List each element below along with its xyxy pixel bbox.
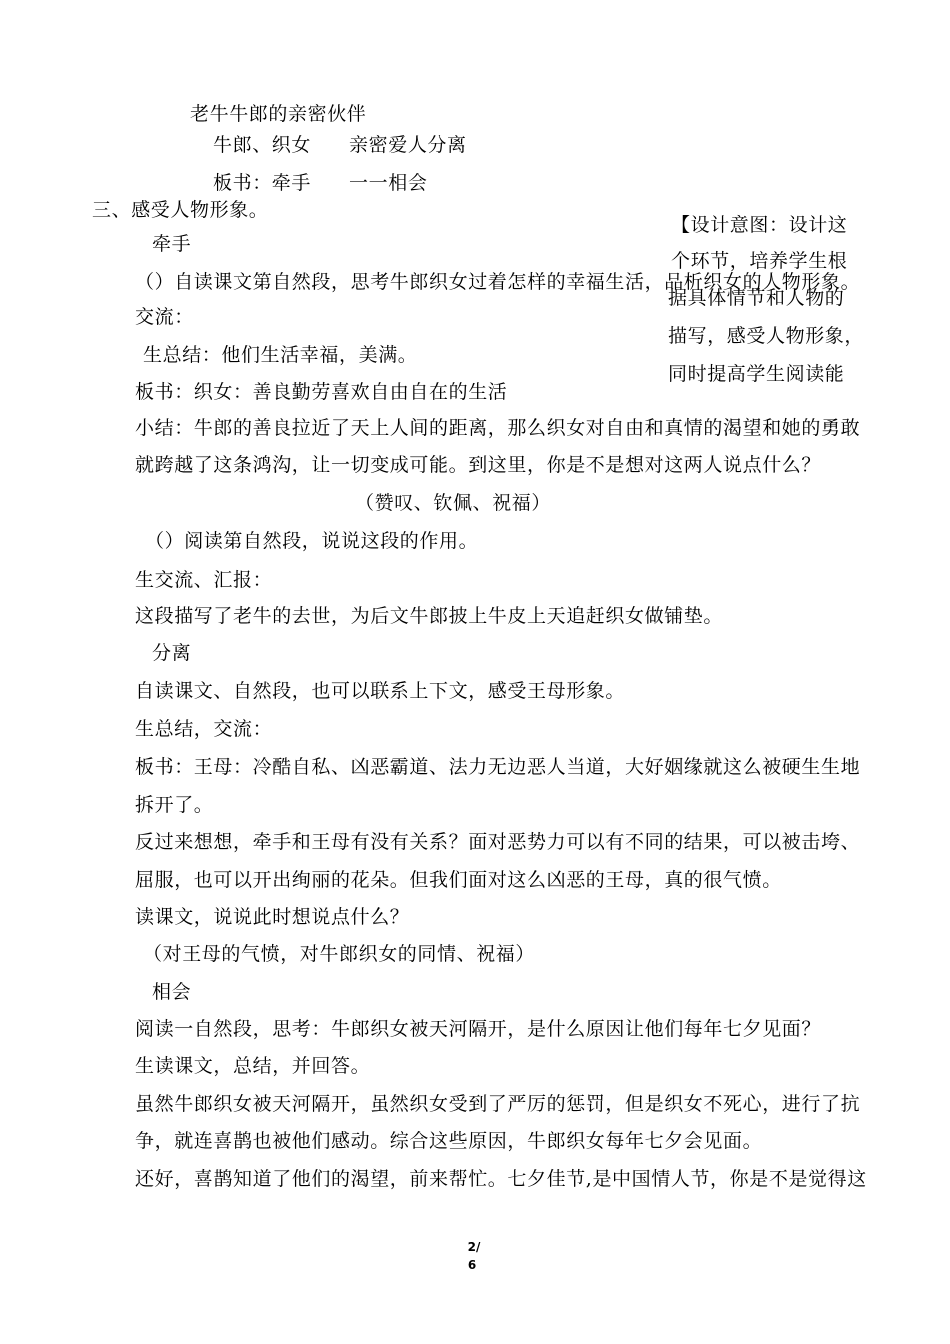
text-line: （对王母的气愤，对牛郎织女的同情、祝福）	[143, 943, 536, 965]
text-line: 交流：	[135, 306, 194, 328]
note-line: 【设计意图：设计这	[671, 214, 848, 236]
subheading: 相会	[152, 981, 192, 1003]
board-item: 亲密爱人分离	[349, 134, 467, 156]
text-line: 生总结，交流：	[135, 718, 273, 740]
text-line	[213, 133, 467, 157]
text-line: 板书：织女：善良勤劳喜欢自由自在的生活	[135, 381, 508, 403]
text-line: 还好，喜鹊知道了他们的渴望，前来帮忙。七夕佳节,是中国情人节，你是不是觉得这	[135, 1168, 867, 1190]
subheading: 牵手	[152, 233, 192, 255]
board-item: 一一相会	[349, 172, 428, 194]
text-line: 屈服，也可以开出绚丽的花朵。但我们面对这么凶恶的王母，真的很气愤。	[135, 869, 782, 891]
page-count: 6	[467, 1258, 477, 1272]
note-line: 描写，感受人物形象，	[668, 325, 865, 347]
text-line: 虽然牛郎织女被天河隔开，虽然织女受到了严厉的惩罚，但是织女不死心，进行了抗	[135, 1093, 861, 1115]
text-line: 生总结：他们生活幸福，美满。	[143, 344, 418, 366]
note-line: 个环节，培养学生根	[671, 250, 848, 272]
text-line: （）自读课文第自然段，思考牛郎织女过着怎样的幸福生活，品析织女的人物形象。	[135, 271, 861, 293]
text-line: 反过来想想，牵手和王母有没有关系？面对恶势力可以有不同的结果，可以被击垮、	[135, 831, 861, 853]
text-line: （）阅读第自然段，说说这段的作用。	[145, 530, 479, 552]
text-line: 阅读一自然段，思考：牛郎织女被天河隔开，是什么原因让他们每年七夕见面？	[135, 1018, 822, 1040]
text-line: 读课文，说说此时想说点什么？	[135, 906, 410, 928]
text-line: 自读课文、自然段，也可以联系上下文，感受王母形象。	[135, 680, 626, 702]
text-line	[213, 171, 427, 195]
text-line: （赞叹、钦佩、祝福）	[355, 492, 552, 514]
text-line: 就跨越了这条鸿沟，让一切变成可能。到这里，你是不是想对这两人说点什么？	[135, 454, 822, 476]
text-line: 争，就连喜鹊也被他们感动。综合这些原因，牛郎织女每年七夕会见面。	[135, 1130, 763, 1152]
note-line: 同时提高学生阅读能	[668, 363, 845, 385]
subheading: 分离	[152, 642, 192, 664]
text-line: 拆开了。	[135, 794, 214, 816]
text-line: 生交流、汇报：	[135, 569, 273, 591]
text-line: 这段描写了老牛的去世，为后文牛郎披上牛皮上天追赶织女做铺垫。	[135, 605, 724, 627]
board-item: 板书：牵手	[213, 172, 312, 194]
board-item: 牛郎、织女	[213, 134, 312, 156]
text-line: 生读课文，总结，并回答。	[135, 1055, 371, 1077]
section-heading: 三、感受人物形象。	[92, 199, 269, 221]
page-number: 2/	[467, 1240, 481, 1254]
note-line: 据具体情节和人物的	[668, 287, 845, 309]
text-line: 板书：王母：冷酷自私、凶恶霸道、法力无边恶人当道，大好姻缘就这么被硬生生地	[135, 756, 861, 778]
text-line: 老牛牛郎的亲密伙伴	[190, 103, 367, 125]
text-line: 小结：牛郎的善良拉近了天上人间的距离，那么织女对自由和真情的渴望和她的勇敢	[135, 417, 861, 439]
